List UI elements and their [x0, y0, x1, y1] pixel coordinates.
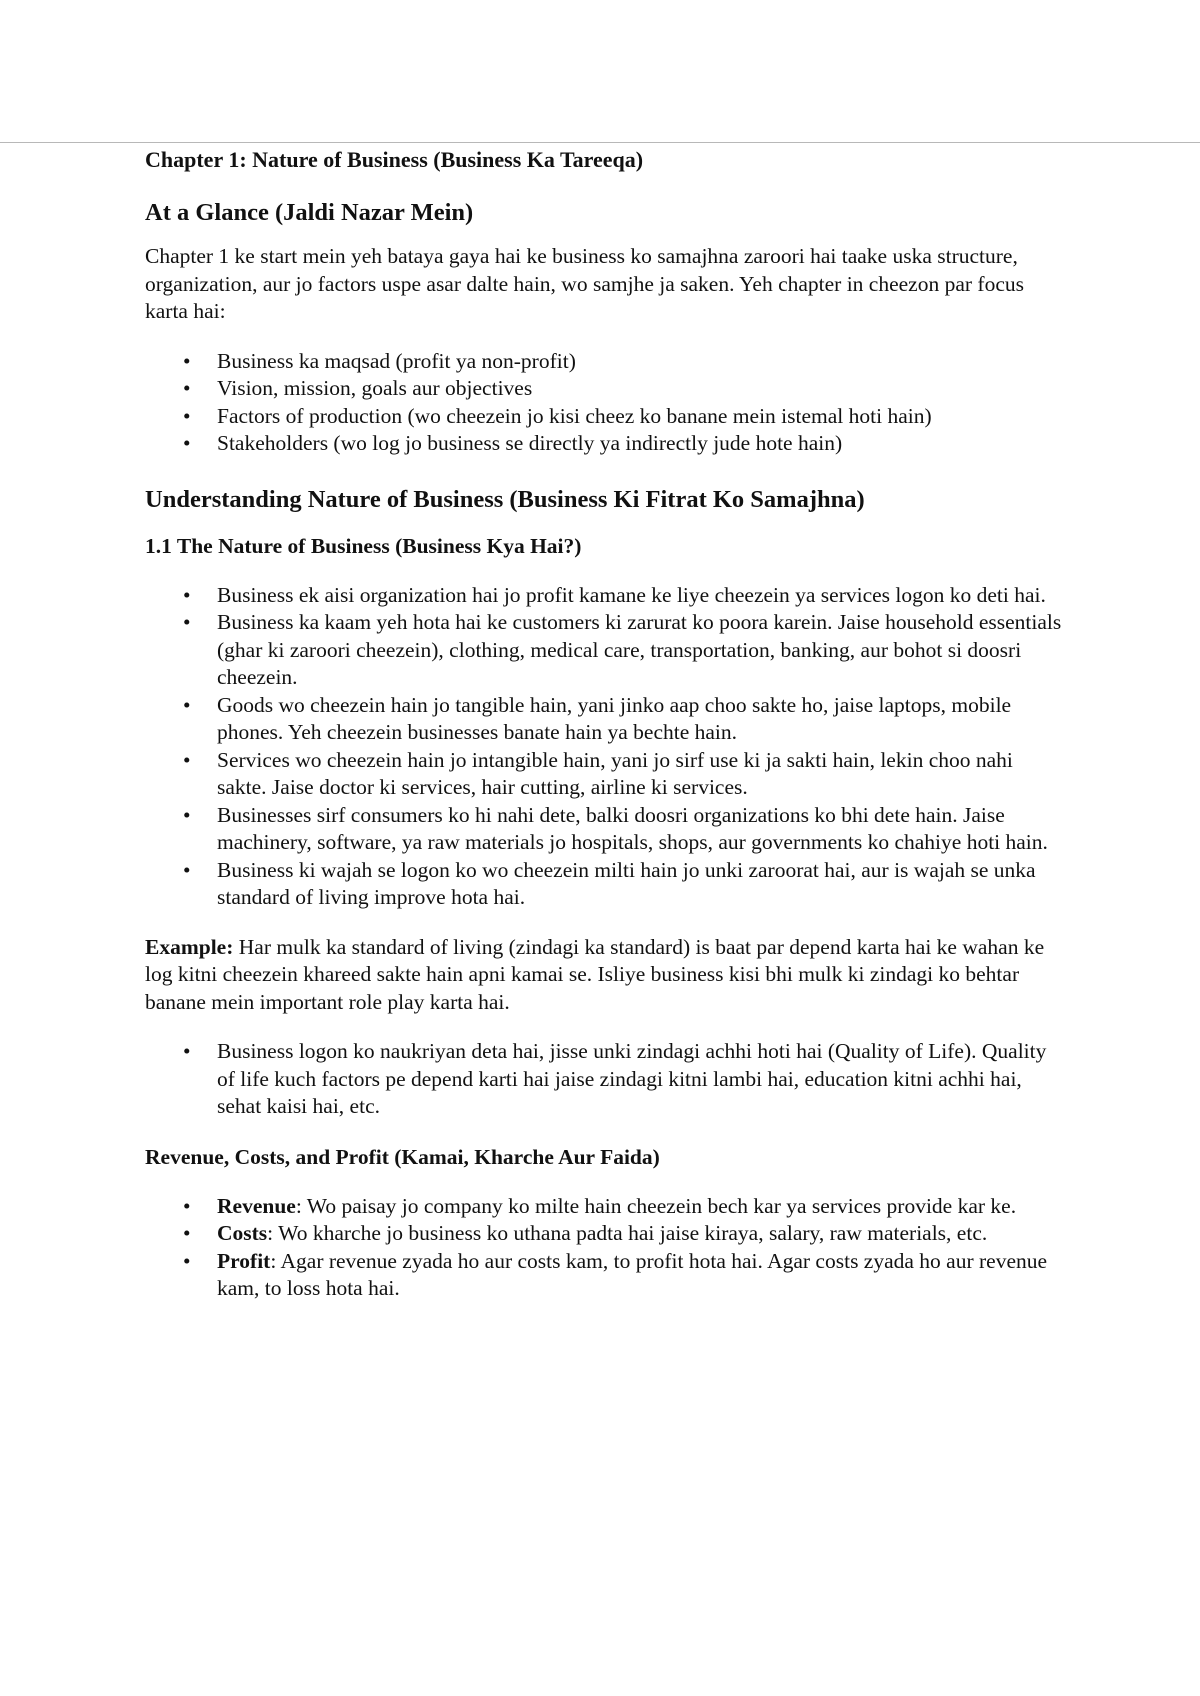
bullet-icon: •: [183, 582, 191, 607]
list-item: [145, 802, 1065, 857]
list-item: [145, 692, 1065, 747]
list-item-text: Vision, mission, goals aur objectives: [217, 376, 533, 400]
quality-of-life-list: [145, 1038, 1065, 1121]
revenue-heading: Revenue, Costs, and Profit (Kamai, Kharche Aur Faida): [145, 1144, 660, 1169]
at-a-glance-intro: Chapter 1 ke start mein yeh bataya gaya hai ke business ko samajhna zaroori hai taake uska structure, organization, aur jo factors uspe asar dalte hain, wo samjhe ja saken. Yeh chapter in cheezon par focus karta hai:: [145, 244, 1025, 323]
list-item-text: Business ki wajah se logon ko wo cheezein milti hain jo unki zaroorat hai, aur is wajah se unka standard of living improve hota hai.: [217, 857, 1036, 909]
list-item: [145, 403, 1065, 431]
document-page: [145, 145, 1065, 1325]
bullet-icon: •: [183, 348, 191, 373]
list-item: [145, 747, 1065, 802]
list-item: [145, 1248, 1065, 1303]
page-top-divider: [0, 142, 1200, 143]
list-item-text: Businesses sirf consumers ko hi nahi dete, balki doosri organizations ko bhi dete hain. Jaise machinery, software, ya raw materials jo hospitals, shops, aur governments ko chahiye hoti hain.: [217, 802, 1048, 854]
list-item-text: Business ka maqsad (profit ya non-profit): [217, 348, 576, 373]
example-paragraph: [145, 934, 1065, 1017]
bullet-icon: •: [183, 747, 191, 772]
list-item: [145, 857, 1065, 912]
term-revenue: Revenue: [217, 1193, 296, 1218]
bullet-icon: •: [183, 857, 191, 882]
bullet-icon: •: [183, 802, 191, 827]
nature-of-business-subheading: 1.1 The Nature of Business (Business Kya Hai?): [145, 533, 582, 558]
understanding-heading: Understanding Nature of Business (Business Ki Fitrat Ko Samajhna): [145, 485, 865, 513]
bullet-icon: •: [183, 1193, 191, 1218]
list-item: [145, 1220, 1065, 1248]
term-costs: Costs: [217, 1221, 268, 1245]
list-item-text: Services wo cheezein hain jo intangible hain, yani jo sirf use ki ja sakti hain, lekin choo nahi sakte. Jaise doctor ki services, hair cutting, airline ki services.: [217, 747, 1013, 799]
list-item: [145, 430, 1065, 458]
bullet-icon: •: [183, 1039, 191, 1063]
example-label: Example:: [145, 934, 234, 959]
at-a-glance-heading: At a Glance (Jaldi Nazar Mein): [145, 199, 474, 226]
term-profit: Profit: [217, 1248, 271, 1273]
term-definition: : Agar revenue zyada ho aur costs kam, to profit hota hai. Agar costs zyada ho aur revenue kam, to loss hota hai.: [217, 1248, 1048, 1300]
list-item-text: Factors of production (wo cheezein jo kisi cheez ko banane mein istemal hoti hain): [217, 403, 932, 428]
bullet-icon: •: [183, 403, 191, 428]
list-item: [145, 1193, 1065, 1221]
list-item-text: Stakeholders (wo log jo business se directly ya indirectly jude hote hain): [217, 431, 843, 455]
bullet-icon: •: [183, 610, 191, 634]
nature-of-business-list: [145, 582, 1065, 912]
list-item-text: Goods wo cheezein hain jo tangible hain, yani jinko aap choo sakte ho, jaise laptops, mobile phones. Yeh cheezein businesses banate hain ya bechte hain.: [217, 692, 1012, 744]
list-item: [145, 348, 1065, 376]
revenue-costs-profit-list: [145, 1193, 1065, 1303]
bullet-icon: •: [183, 431, 191, 455]
bullet-icon: •: [183, 376, 191, 400]
list-item-text: Business logon ko naukriyan deta hai, jisse unki zindagi achhi hoti hai (Quality of Life). Quality of life kuch factors pe depend karti hai jaise zindagi kitni lambi hai, education kitni achhi hai, sehat kaisi hai, etc.: [217, 1039, 1047, 1118]
term-definition: : Wo kharche jo business ko uthana padta hai jaise kiraya, salary, raw materials, etc.: [267, 1221, 988, 1245]
list-item-text: Business ek aisi organization hai jo profit kamane ke liye cheezein ya services logon ko deti hai.: [217, 582, 1046, 607]
list-item: [145, 582, 1065, 610]
chapter-title: Chapter 1: Nature of Business (Business Ka Tareeqa): [145, 147, 644, 172]
at-a-glance-list: [145, 348, 1065, 458]
bullet-icon: •: [183, 1221, 191, 1245]
bullet-icon: •: [183, 692, 191, 717]
example-text: Har mulk ka standard of living (zindagi ka standard) is baat par depend karta hai ke wahan ke log kitni cheezein khareed sakte hain apni kamai se. Isliye business kisi bhi mulk ki zindagi ko behtar banane mein important role play karta hai.: [145, 934, 1045, 1014]
term-definition: : Wo paisay jo company ko milte hain cheezein bech kar ya services provide kar ke.: [295, 1193, 1017, 1218]
bullet-icon: •: [183, 1248, 191, 1273]
list-item-text: Business ka kaam yeh hota hai ke customers ki zarurat ko poora karein. Jaise household essentials (ghar ki zaroori cheezein), clothing, medical care, transportation, banking, aur bohot si doosri cheezein.: [217, 610, 1062, 689]
list-item: [145, 609, 1065, 692]
list-item: [145, 375, 1065, 403]
list-item: [145, 1038, 1065, 1121]
